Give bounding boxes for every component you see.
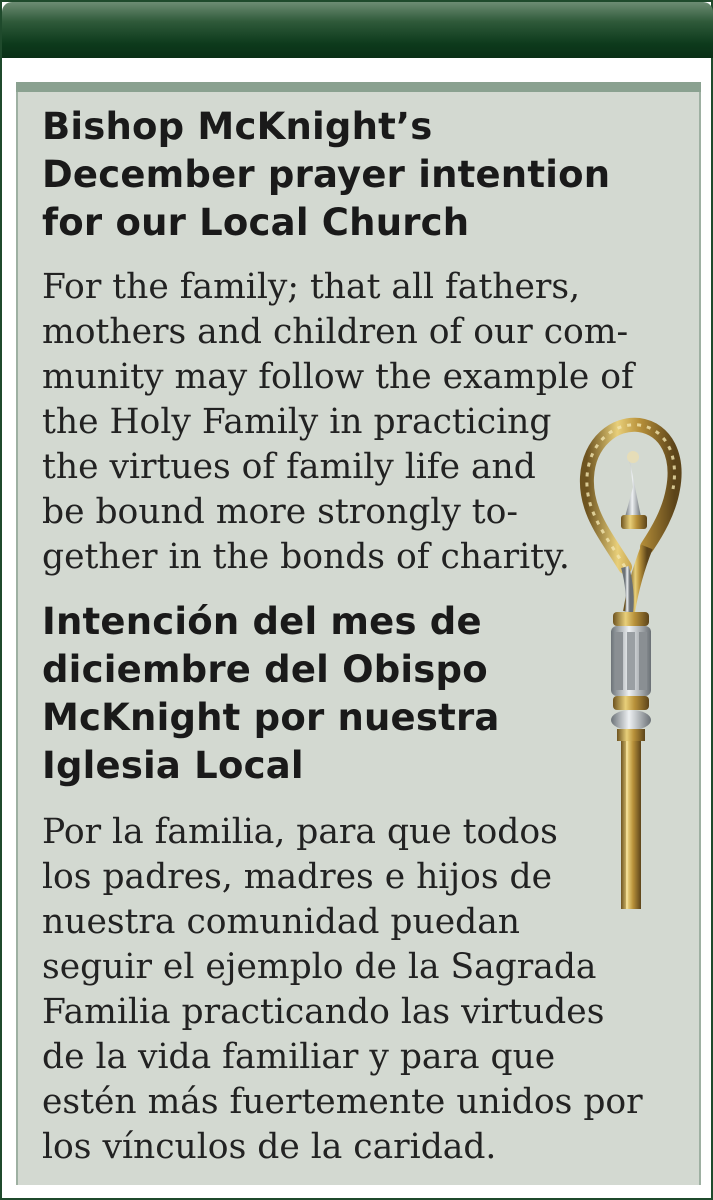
english-text-line: the virtues of family life and xyxy=(42,447,536,487)
spanish-intention-text xyxy=(42,810,643,1170)
english-text-line: mothers and children of our com- xyxy=(42,312,629,352)
spanish-text-line: los vínculos de la caridad. xyxy=(42,1127,497,1167)
english-heading xyxy=(42,103,682,247)
header-band xyxy=(2,2,713,58)
english-text-line: the Holy Family in practicing xyxy=(42,402,552,442)
english-text-line: munity may follow the example of xyxy=(42,357,634,397)
spanish-text-line: seguir el ejemplo de la Sagrada xyxy=(42,947,597,987)
spanish-text-line: Por la familia, para que todos xyxy=(42,812,558,852)
english-text-line: gether in the bonds of charity. xyxy=(42,537,570,577)
spanish-text-line: estén más fuertemente unidos por xyxy=(42,1082,643,1122)
spanish-text-line: los padres, madres e hijos de xyxy=(42,857,552,897)
spanish-text-line: de la vida familiar y para que xyxy=(42,1037,556,1077)
spanish-text-line: nuestra comunidad puedan xyxy=(42,902,521,942)
english-heading-line: Bishop McKnight’s xyxy=(42,105,433,148)
crozier-icon xyxy=(577,417,687,912)
english-text-line: For the family; that all fathers, xyxy=(42,267,581,307)
english-heading-line: December prayer intention xyxy=(42,153,611,196)
divider-rule xyxy=(16,82,701,92)
english-text-line: be bound more strongly to- xyxy=(42,492,519,532)
spanish-heading-line: Intención del mes de xyxy=(42,600,482,643)
english-intention-text xyxy=(42,265,634,580)
spanish-heading-line: Iglesia Local xyxy=(42,744,304,787)
spanish-heading-line: McKnight por nuestra xyxy=(42,696,500,739)
spanish-text-line: Familia practicando las virtudes xyxy=(42,992,605,1032)
english-heading-line: for our Local Church xyxy=(42,201,470,244)
spanish-heading-line: diciembre del Obispo xyxy=(42,648,488,691)
